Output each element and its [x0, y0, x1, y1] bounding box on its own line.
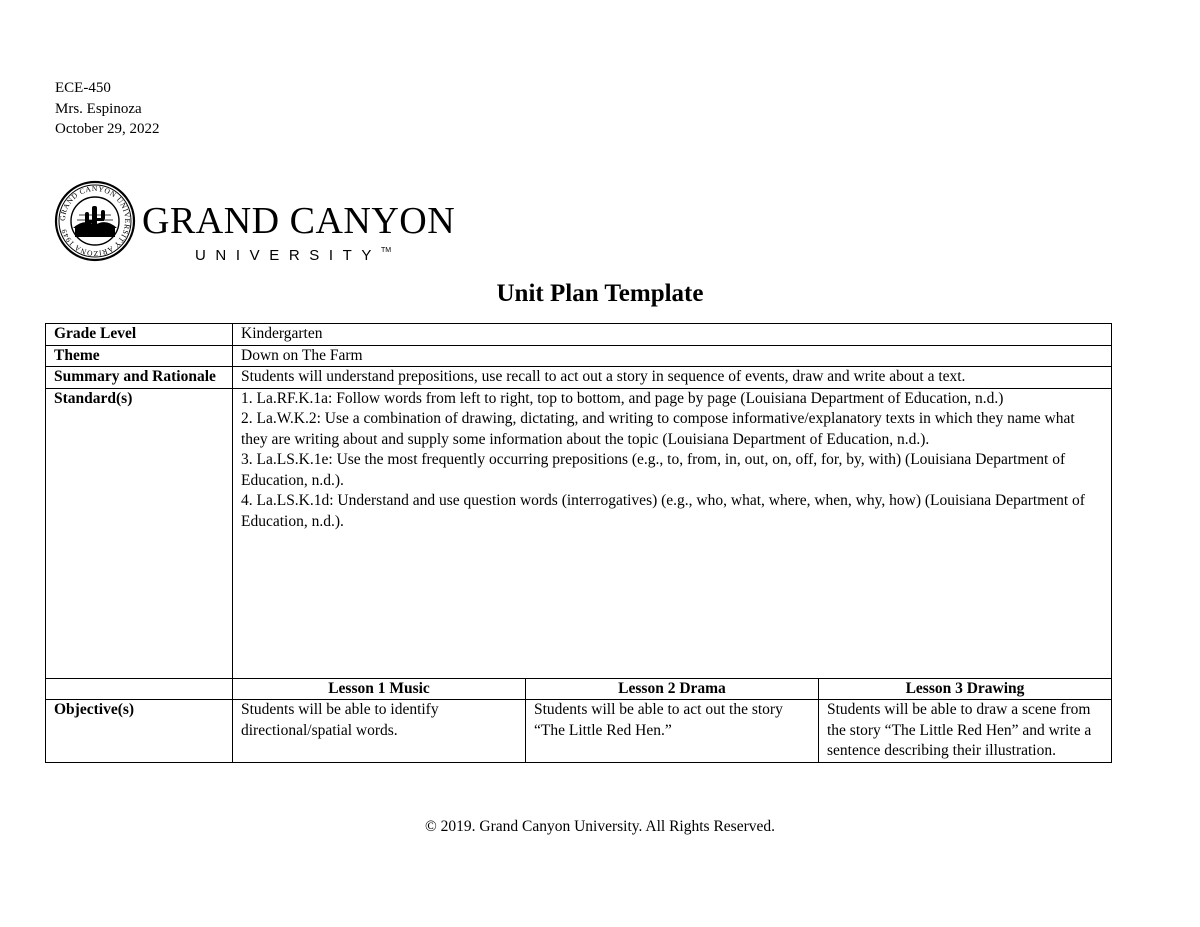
standard-item: 4. La.LS.K.1d: Understand and use question words (interrogatives) (e.g., who, what, where, when, why, how) (Louisiana Department of Education, n.d.). — [241, 492, 1085, 530]
instructor-name: Mrs. Espinoza — [55, 100, 142, 117]
grade-level-value: Kindergarten — [233, 324, 1112, 346]
logo-subtitle-text: UNIVERSITY — [195, 247, 382, 264]
lesson-2-header: Lesson 2 Drama — [526, 678, 819, 700]
document-header — [55, 78, 160, 140]
logo-wordmark: GRAND CANYON — [142, 200, 456, 242]
standards-value — [233, 388, 1112, 678]
lesson-header-empty — [46, 678, 233, 700]
gcu-logo — [54, 180, 456, 264]
standards-label: Standard(s) — [46, 388, 233, 678]
standard-item: 3. La.LS.K.1e: Use the most frequently occurring prepositions (e.g., to, from, in, out, on, off, for, by, with) (Louisiana Department of Education, n.d.). — [241, 451, 1066, 489]
standard-item: 2. La.W.K.2: Use a combination of drawing, dictating, and writing to compose informative/explanatory texts in which they name what they are writing about and supply some information about the topic (Louisiana Department of Education, n.d.). — [241, 410, 1075, 448]
trademark-mark: TM — [381, 247, 392, 254]
lesson-3-header: Lesson 3 Drawing — [819, 678, 1112, 700]
standards-row — [46, 388, 1112, 678]
theme-label: Theme — [46, 345, 233, 367]
grade-level-row — [46, 324, 1112, 346]
theme-row — [46, 345, 1112, 367]
logo-subtitle — [195, 243, 391, 264]
standard-item: 1. La.RF.K.1a: Follow words from left to right, top to bottom, and page by page (Louisiana Department of Education, n.d.) — [241, 389, 1004, 407]
seal-text: GRAND CANYON UNIVERSITY ARIZONA 1949 — [57, 183, 133, 259]
summary-value: Students will understand prepositions, use recall to act out a story in sequence of events, draw and write about a text. — [233, 367, 1112, 389]
objectives-label: Objective(s) — [46, 700, 233, 763]
document-date: October 29, 2022 — [55, 121, 160, 137]
summary-row — [46, 367, 1112, 389]
objective-lesson-2: Students will be able to act out the story “The Little Red Hen.” — [526, 700, 819, 763]
page-title: Unit Plan Template — [496, 280, 704, 307]
objective-lesson-3: Students will be able to draw a scene from the story “The Little Red Hen” and write a sentence describing their illustration. — [819, 700, 1112, 763]
grade-level-label: Grade Level — [46, 324, 233, 346]
objective-lesson-1: Students will be able to identify directional/spatial words. — [233, 700, 526, 763]
objectives-row — [46, 700, 1112, 763]
lesson-1-header: Lesson 1 Music — [233, 678, 526, 700]
copyright-footer: © 2019. Grand Canyon University. All Rights Reserved. — [424, 818, 775, 835]
summary-label: Summary and Rationale — [46, 367, 233, 389]
university-seal-icon — [54, 180, 136, 262]
course-code: ECE-450 — [55, 80, 111, 96]
unit-plan-table — [45, 323, 1112, 763]
lesson-header-row — [46, 678, 1112, 700]
theme-value: Down on The Farm — [233, 345, 1112, 367]
